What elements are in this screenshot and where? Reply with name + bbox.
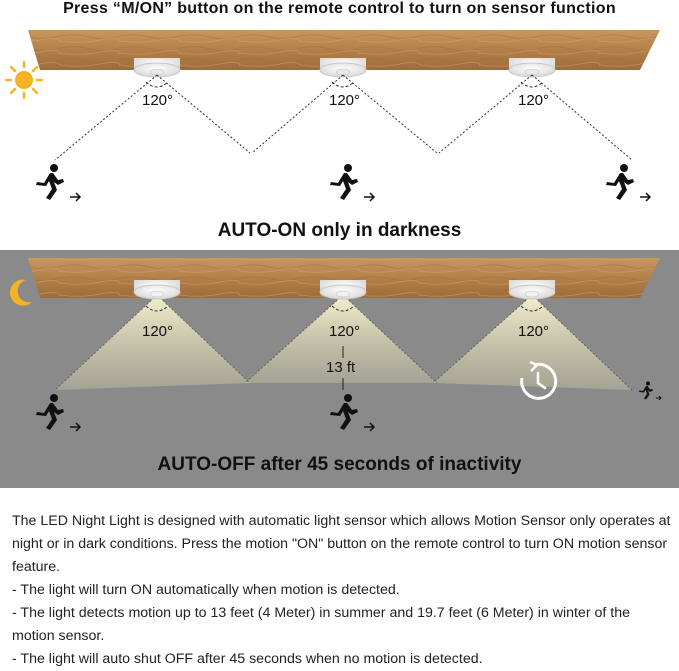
- detection-lines: [55, 75, 632, 160]
- moon-icon: [10, 280, 32, 306]
- description-bullet: - The light will turn ON automatically when motion is detected.: [12, 582, 400, 598]
- walking-person-icon: [36, 164, 80, 201]
- angle-label: 120°: [142, 323, 174, 340]
- angle-label: 120°: [518, 323, 550, 340]
- led-light-3: [509, 58, 555, 77]
- day-panel: [0, 20, 679, 250]
- angle-label: 120°: [329, 92, 361, 109]
- description-bullet: - The light will auto shut OFF after 45 seconds when no motion is detected.: [12, 651, 483, 667]
- led-light-1: [134, 58, 180, 77]
- led-light-1: [134, 280, 180, 299]
- day-scene: [0, 20, 679, 250]
- angle-label: 120°: [142, 92, 174, 109]
- distance-label: 13 ft: [326, 359, 356, 376]
- description-bullet: - The light detects motion up to 13 feet (4 Meter) in summer and 19.7 feet (6 Meter) in winter of the motion sensor.: [12, 605, 630, 644]
- top-caption: Press “M/ON” button on the remote control to turn on sensor function: [63, 0, 616, 17]
- walking-person-icon: [330, 164, 374, 201]
- night-caption: AUTO-OFF after 45 seconds of inactivity: [157, 454, 522, 475]
- angle-label: 120°: [329, 323, 361, 340]
- walking-person-icon: [36, 394, 80, 431]
- description: [12, 510, 672, 671]
- walking-person-icon: [330, 394, 374, 431]
- day-caption: AUTO-ON only in darkness: [217, 220, 462, 241]
- walking-person-icon: [639, 382, 661, 401]
- description-intro: The LED Night Light is designed with automatic light sensor which allows Motion Sensor only operates at night or in dark conditions. Press the motion "ON" button on the remote control to turn ON motion sensor feature.: [12, 513, 671, 575]
- led-light-2: [320, 280, 366, 299]
- led-light-2: [320, 58, 366, 77]
- night-panel: [0, 250, 679, 488]
- walking-person-icon: [606, 164, 650, 201]
- angle-label: 120°: [518, 92, 550, 109]
- led-light-3: [509, 280, 555, 299]
- sun-icon: [6, 62, 42, 98]
